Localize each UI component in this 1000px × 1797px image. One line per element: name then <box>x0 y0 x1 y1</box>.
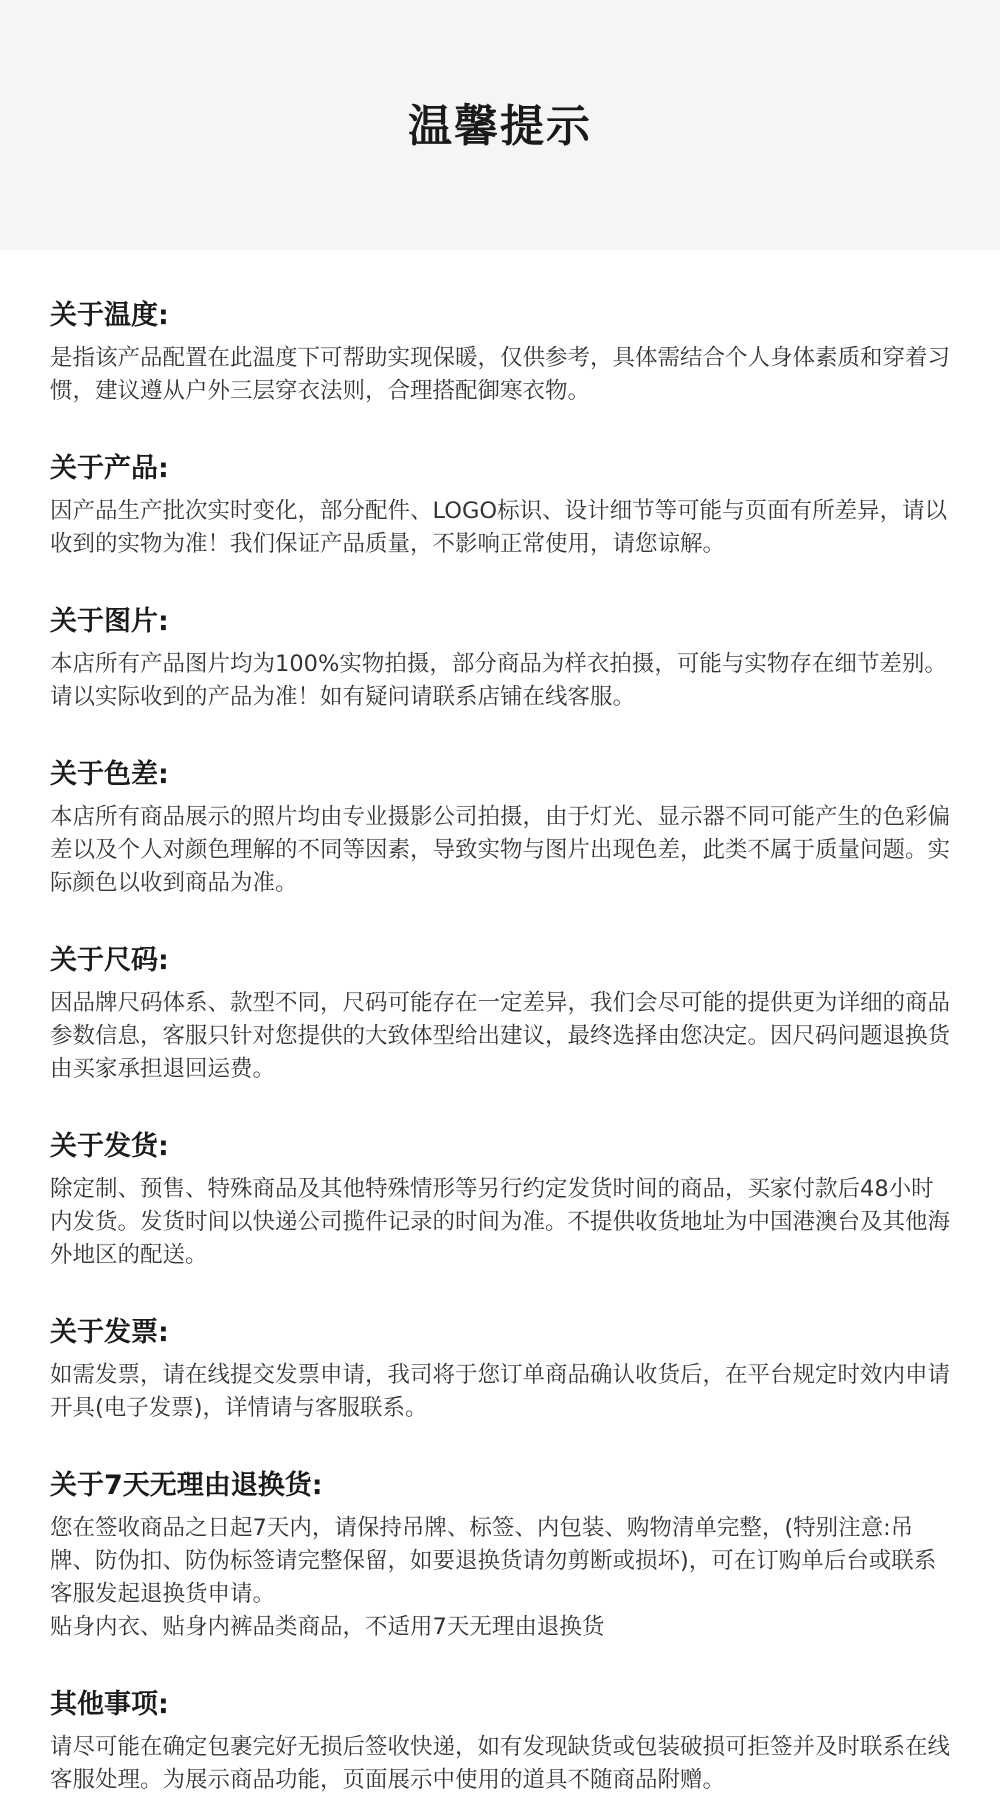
section-product <box>50 449 950 561</box>
section-paragraph: 如需发票，请在线提交发票申请，我司将于您订单商品确认收货后，在平台规定时效内申请开具(电子发票)，详情请与客服联系。 <box>50 1362 951 1421</box>
section-title: 关于7天无理由退换货: <box>50 1470 323 1501</box>
section-title: 关于发货: <box>50 1131 169 1162</box>
section-paragraph: 请尽可能在确定包裹完好无损后签收快递，如有发现缺货或包装破损可拒签并及时联系在线客服处理。为展示商品功能，页面展示中使用的道具不随商品附赠。 <box>50 1734 951 1793</box>
section-body <box>50 987 950 1086</box>
section-paragraph: 除定制、预售、特殊商品及其他特殊情形等另行约定发货时间的商品，买家付款后48小时内发货。发货时间以快递公司揽件记录的时间为准。不提供收货地址为中国港澳台及其他海外地区的配送。 <box>50 1176 951 1268</box>
section-title: 关于色差: <box>50 759 169 790</box>
section-other-matters <box>50 1685 950 1797</box>
section-title: 关于温度: <box>50 300 169 331</box>
section-body <box>50 801 950 900</box>
section-size <box>50 941 950 1086</box>
section-color-difference <box>50 755 950 900</box>
section-body <box>50 495 950 561</box>
section-title: 关于发票: <box>50 1317 169 1348</box>
section-body <box>50 1731 950 1797</box>
section-body <box>50 1512 950 1644</box>
section-body <box>50 342 950 408</box>
section-body <box>50 1173 950 1272</box>
section-7-day-return <box>50 1466 950 1644</box>
section-title: 关于尺码: <box>50 945 169 976</box>
page-header <box>0 0 1000 250</box>
section-paragraph: 是指该产品配置在此温度下可帮助实现保暖，仅供参考，具体需结合个人身体素质和穿着习惯，建议遵从户外三层穿衣法则，合理搭配御寒衣物。 <box>50 345 951 404</box>
section-paragraph: 因产品生产批次实时变化，部分配件、LOGO标识、设计细节等可能与页面有所差异，请以收到的实物为准！我们保证产品质量，不影响正常使用，请您谅解。 <box>50 498 948 557</box>
section-images <box>50 602 950 714</box>
section-invoice <box>50 1313 950 1425</box>
section-paragraph: 贴身内衣、贴身内裤品类商品，不适用7天无理由退换货 <box>50 1614 605 1640</box>
section-body <box>50 648 950 714</box>
section-paragraph: 您在签收商品之日起7天内，请保持吊牌、标签、内包装、购物清单完整，(特别注意:吊牌、防伪扣、防伪标签请完整保留，如要退换货请勿剪断或损坏)，可在订购单后台或联系客服发起退换货申请。 <box>50 1515 937 1607</box>
section-body <box>50 1359 950 1425</box>
section-title: 关于产品: <box>50 453 169 484</box>
page-title: 温馨提示 <box>408 101 592 152</box>
section-paragraph: 本店所有产品图片均为100%实物拍摄，部分商品为样衣拍摄，可能与实物存在细节差别。请以实际收到的产品为准！如有疑问请联系店铺在线客服。 <box>50 651 947 710</box>
section-title: 其他事项: <box>50 1689 169 1720</box>
section-temperature <box>50 296 950 408</box>
section-paragraph: 本店所有商品展示的照片均由专业摄影公司拍摄，由于灯光、显示器不同可能产生的色彩偏差以及个人对颜色理解的不同等因素，导致实物与图片出现色差，此类不属于质量问题。实际颜色以收到商品为准。 <box>50 804 951 896</box>
notice-content <box>0 250 1000 1797</box>
section-title: 关于图片: <box>50 606 169 637</box>
section-paragraph: 因品牌尺码体系、款型不同，尺码可能存在一定差异，我们会尽可能的提供更为详细的商品参数信息，客服只针对您提供的大致体型给出建议，最终选择由您决定。因尺码问题退换货由买家承担退回运费。 <box>50 990 951 1082</box>
section-shipping <box>50 1127 950 1272</box>
